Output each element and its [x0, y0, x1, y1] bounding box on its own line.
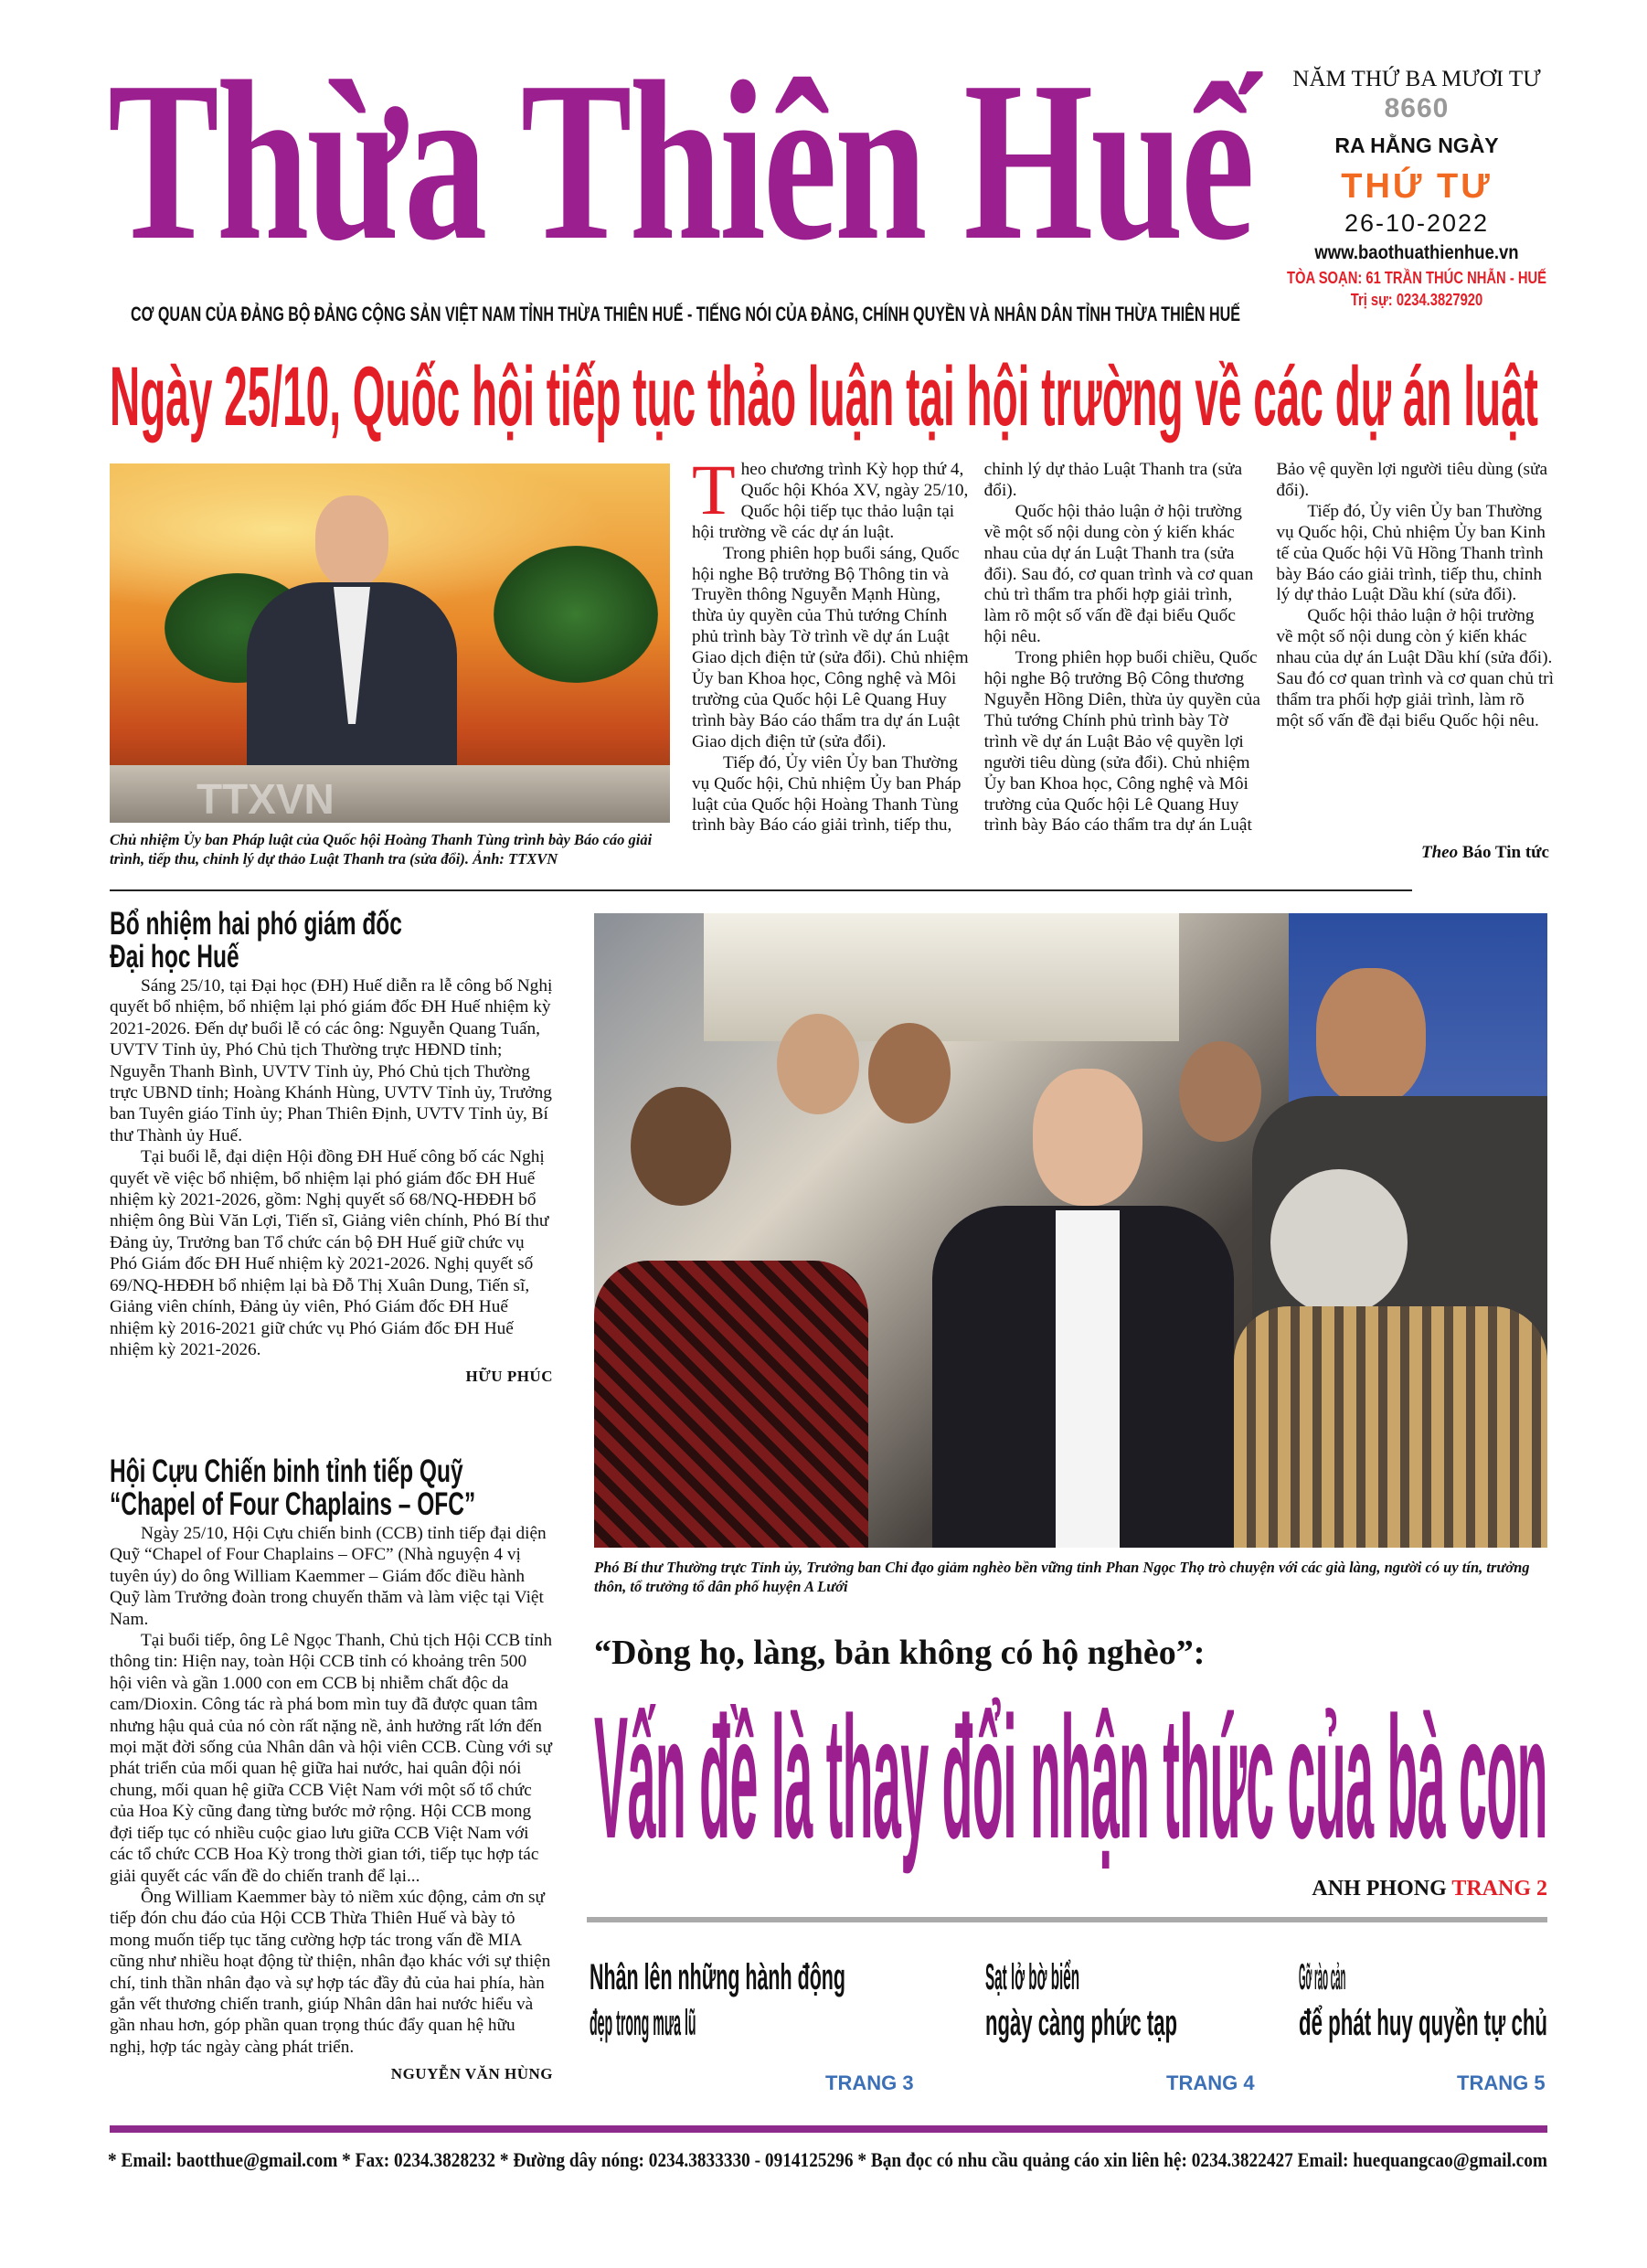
- year-label: NĂM THỨ BA MƯƠI TƯ: [1292, 67, 1541, 91]
- story-paragraph: Tại buổi tiếp, ông Lê Ngọc Thanh, Chủ tịch Hội CCB tỉnh thông tin: Hiện nay, toàn Hội CCB tỉnh có khoảng trên 500 hội viên và gần 1.000 con em CCB bị nhiễm chất độc da cam/Dioxin. Công tác rà phá bom mìn tuy đã được quan tâm nhưng hậu quả của nó còn rất nặng nề, ảnh hưởng rất lớn đến mọi mặt đời sống của Nhân dân và hội viên CCB. Cùng với sự phát triển của mối quan hệ giữa hai nước, hai quân đội nói chung, mối quan hệ giữa CCB Việt Nam với một số tổ chức của Hoa Kỳ cũng đang từng bước mở rộng. Hội CCB mong đợi tiếp tục có nhiều cuộc giao lưu giữa CCB Việt Nam với các tổ chức CCB Hoa Kỳ trong thời gian tới, tiếp tục hợp tác giải quyết các vấn đề do chiến tranh để lại...: [110, 1631, 553, 1886]
- story-paragraph: Ông William Kaemmer bày tỏ niềm xúc động, cảm ơn sự tiếp đón chu đáo của Hội CCB Thừa Thiên Huế và bày tỏ mong muốn tiếp tục tăng cường hợp tác trong vấn đề MIA cũng như nhiều hoạt động từ thiện, nhân đạo khác với sự thiện chí, tinh thần nhân đạo và sự hợp tác đầy đủ của hai phía, hàn gắn vết thương chiến tranh, giúp Nhân dân hai nước hiểu và gần nhau hơn, góp phần quan trọng thúc đẩy quan hệ hữu nghị, hợp tác ngày càng phát triển.: [110, 1887, 551, 2057]
- teaser-2[interactable]: Sạt lở bờ biển ngày càng phức tạp: [985, 1957, 1177, 2043]
- story-appointment: [110, 908, 553, 1386]
- newspaper-title: Thừa Thiên Huế: [108, 35, 1252, 288]
- footer-text: * Email: baotthue@gmail.com * Fax: 0234.3828232 * Đường dây nóng: 0234.3833330 - 0914125296 * Bạn đọc có nhu cầu quảng cáo xin liên hệ: 0234.3822427 Email: huequangcao@gmail.com: [108, 2148, 1547, 2171]
- feature-byline: ANH PHONG TRANG 2: [1312, 1877, 1547, 1901]
- teaser-2-page[interactable]: TRANG 4: [1166, 2071, 1255, 2094]
- lead-photo: [110, 463, 670, 823]
- story-byline: HỮU PHÚC: [465, 1368, 553, 1386]
- footer-contacts: [108, 2150, 1647, 2171]
- story-headline: Bổ nhiệm hai phó giám đốc Đại học Huế: [110, 906, 402, 974]
- feature-photo-caption: Phó Bí thư Thường trực Tỉnh ủy, Trưởng ban Chỉ đạo giảm nghèo bền vững tỉnh Phan Ngọc Thọ trò chuyện với các già làng, người có uy tín, trưởng thôn, tổ trưởng tổ dân phố huyện A Lưới: [594, 1559, 1530, 1595]
- person-left: [631, 1087, 731, 1206]
- feature-photo: [594, 913, 1547, 1548]
- man-right-head: [1316, 968, 1426, 1105]
- teaser-1[interactable]: Nhân lên những hành động đẹp trong mưa lũ: [590, 1957, 845, 2043]
- weekday: THỨ TƯ: [1341, 167, 1493, 206]
- frequency: RA HẰNG NGÀY: [1334, 133, 1499, 157]
- story-paragraph: Tại buổi lễ, đại diện Hội đồng ĐH Huế công bố các Nghị quyết về việc bổ nhiệm, bổ nhiệm lại phó giám đốc ĐH Huế nhiệm kỳ 2021-2026, gồm: Nghị quyết số 68/NQ-HĐĐH bổ nhiệm ông Bùi Văn Lợi, Tiến sĩ, Giảng viên chính, Phó Bí thư Đảng ủy, Trưởng ban Tổ chức cán bộ ĐH Huế giữ chức vụ Phó Giám đốc ĐH Huế nhiệm kỳ 2021-2026. Nghị quyết số 69/NQ-HĐĐH bổ nhiệm lại bà Đỗ Thị Xuân Dung, Tiến sĩ, Giảng viên chính, Đảng ủy viên, Phó Giám đốc ĐH Huế nhiệm kỳ 2016-2021 giữ chức vụ Phó Giám đốc ĐH Huế nhiệm kỳ 2021-2026.: [110, 1147, 549, 1359]
- teaser-1-page[interactable]: TRANG 3: [825, 2071, 914, 2094]
- teaser-divider: [587, 1917, 1547, 1922]
- feature-kicker: “Dòng họ, làng, bản không có hộ nghèo”:: [594, 1634, 1206, 1672]
- article-source: Theo Báo Tin tức: [1420, 843, 1549, 862]
- lead-photo-caption: Chủ nhiệm Ủy ban Pháp luật của Quốc hội Hoàng Thanh Tùng trình bày Báo cáo giải trình, tiếp thu, chỉnh lý dự thảo Luật Thanh tra (sửa đổi). Ảnh: TTXVN: [110, 831, 653, 868]
- article-paragraph: Quốc hội thảo luận ở hội trường về một số nội dung còn ý kiến khác nhau của dự án Luật Thanh tra (sửa đổi). Sau đó, cơ quan trình và cơ quan chủ trì thẩm tra phối hợp giải trình, làm rõ một số vấn đề đại biểu Quốc hội nêu.: [983, 501, 1254, 647]
- article-paragraph: Quốc hội thảo luận ở hội trường về một số nội dung còn ý kiến khác nhau của dự án Luật Dầu khí (sửa đổi). Sau đó cơ quan trình và cơ quan chủ trì thẩm tra phối hợp giải trình, làm rõ một số vấn đề đại biểu Quốc hội nêu.: [1276, 606, 1554, 730]
- issue-info: [1266, 66, 1567, 311]
- article-paragraph: Trong phiên họp buổi chiều, Quốc hội nghe Bộ trưởng Bộ Công thương Nguyễn Hồng Diên, thừa ủy quyền của Thủ tướng Chính phủ trình bày Tờ trình về dự án Luật Bảo vệ quyền lợi người tiêu dùng (sửa đổi). Chủ nhiệm Ủy ban Khoa học, Công nghệ và Môi trường của Quốc hội Lê Quang Huy trình bày Báo cáo thẩm tra dự án Luật Bảo vệ quyền lợi người tiêu dùng (sửa đổi).: [983, 460, 1548, 836]
- teaser-3-page[interactable]: TRANG 5: [1457, 2071, 1546, 2094]
- drop-cap: T: [692, 450, 736, 529]
- elder-head: [1270, 1169, 1408, 1315]
- issue-number: 8660: [1384, 93, 1450, 123]
- article-paragraph: Trong phiên họp buổi sáng, Quốc hội nghe Bộ trưởng Bộ Thông tin và Truyền thông Nguyễn Mạnh Hùng, thừa ủy quyền của Thủ tướng Chính phủ trình bày Tờ trình về dự án Luật Giao dịch điện tử (sửa đổi). Chủ nhiệm Ủy ban Khoa học, Công nghệ và Môi trường của Quốc hội Lê Quang Huy trình bày Báo cáo thẩm tra dự án Luật Giao dịch điện tử (sửa đổi).: [692, 543, 969, 751]
- issue-date: 26-10-2022: [1344, 209, 1490, 237]
- official-head: [1033, 1069, 1142, 1206]
- office-address: TÒA SOẠN: 61 TRẦN THÚC NHẪN - HUẾ: [1286, 269, 1547, 287]
- lead-headline: [110, 350, 1647, 443]
- feature-page-link[interactable]: TRANG 2: [1451, 1877, 1547, 1901]
- person-left-body: [594, 1261, 868, 1548]
- story-veterans: [110, 1455, 553, 2083]
- story-paragraph: Ngày 25/10, Hội Cựu chiến binh (CCB) tỉnh tiếp đại diện Quỹ “Chapel of Four Chaplains – OFC” (Nhà nguyện 4 vị tuyên úy) do ông William Kaemmer – Giám đốc điều hành Quỹ làm Trưởng đoàn trong chuyến thăm và làm việc tại Việt Nam.: [110, 1524, 547, 1629]
- photo-watermark: TTXVN: [197, 775, 335, 823]
- podium: [110, 765, 670, 823]
- article-paragraph: Tiếp đó, Ủy viên Ủy ban Thường vụ Quốc hội, Chủ nhiệm Ủy ban Pháp luật của Quốc hội Hoàng Thanh Tùng trình bày Báo cáo giải trình, tiếp thu, chỉnh lý dự thảo Luật Thanh tra (sửa đổi).: [692, 460, 1243, 836]
- lead-article-body: [692, 450, 1554, 871]
- feature-headline-text: Vấn đề là thay đổi nhận thức của bà con: [594, 1681, 1547, 1875]
- speaker-head: [315, 495, 388, 587]
- story-byline: NGUYỄN VĂN HÙNG: [390, 2065, 553, 2083]
- footer-divider: [110, 2125, 1547, 2133]
- section-divider: [110, 889, 1412, 891]
- story-headline: Hội Cựu Chiến binh tỉnh tiếp Quỹ “Chapel of Four Chaplains – OFC”: [110, 1453, 476, 1522]
- teaser-3[interactable]: Gỡ rào cản để phát huy quyền tự chủ: [1299, 1957, 1547, 2043]
- story-paragraph: Sáng 25/10, tại Đại học (ĐH) Huế diễn ra lễ công bố Nghị quyết bổ nhiệm, bổ nhiệm lại phó giám đốc ĐH Huế nhiệm kỳ 2021-2026. Đến dự buổi lễ có các ông: Nguyễn Quang Tuấn, UVTV Tỉnh ủy, Phó Chủ tịch Thường trực HĐND tỉnh; Nguyễn Thanh Bình, UVTV Tỉnh ủy, Phó Chủ tịch Thường trực UBND tỉnh; Hoàng Khánh Hùng, UVTV Tỉnh ủy, Trưởng ban Tuyên giáo Tỉnh ủy; Phan Thiên Định, UVTV Tỉnh ủy, Bí thư Thành ủy Huế.: [110, 976, 553, 1145]
- article-paragraph: Theo chương trình Kỳ họp thứ 4, Quốc hội Khóa XV, ngày 25/10, Quốc hội tiếp tục thảo luận tại hội trường về các dự án luật.: [692, 450, 969, 542]
- article-paragraph: Tiếp đó, Ủy viên Ủy ban Thường vụ Quốc hội, Chủ nhiệm Ủy ban Kinh tế của Quốc hội Vũ Hồng Thanh trình bày Báo cáo giải trình, tiếp thu, chỉnh lý dự thảo Luật Dầu khí (sửa đổi).: [1276, 501, 1546, 605]
- website-link[interactable]: www.baothuathienhue.vn: [1314, 242, 1519, 263]
- feature-headline[interactable]: [594, 1681, 1647, 1875]
- office-phone: Trị sự: 0234.3827920: [1350, 291, 1483, 309]
- lead-headline-text: Ngày 25/10, Quốc hội tiếp tục thảo luận tại hội trường về các dự án luật: [110, 350, 1538, 443]
- palm-plant-right: [494, 546, 658, 683]
- tagline-text: CƠ QUAN CỦA ĐẢNG BỘ ĐẢNG CỘNG SẢN VIỆT NAM TỈNH THỪA THIÊN HUẾ - TIẾNG NÓI CỦA ĐẢNG, CHÍNH QUYỀN VÀ NHÂN DÂN TỈNH THỪA THIÊN HUẾ: [131, 303, 1240, 325]
